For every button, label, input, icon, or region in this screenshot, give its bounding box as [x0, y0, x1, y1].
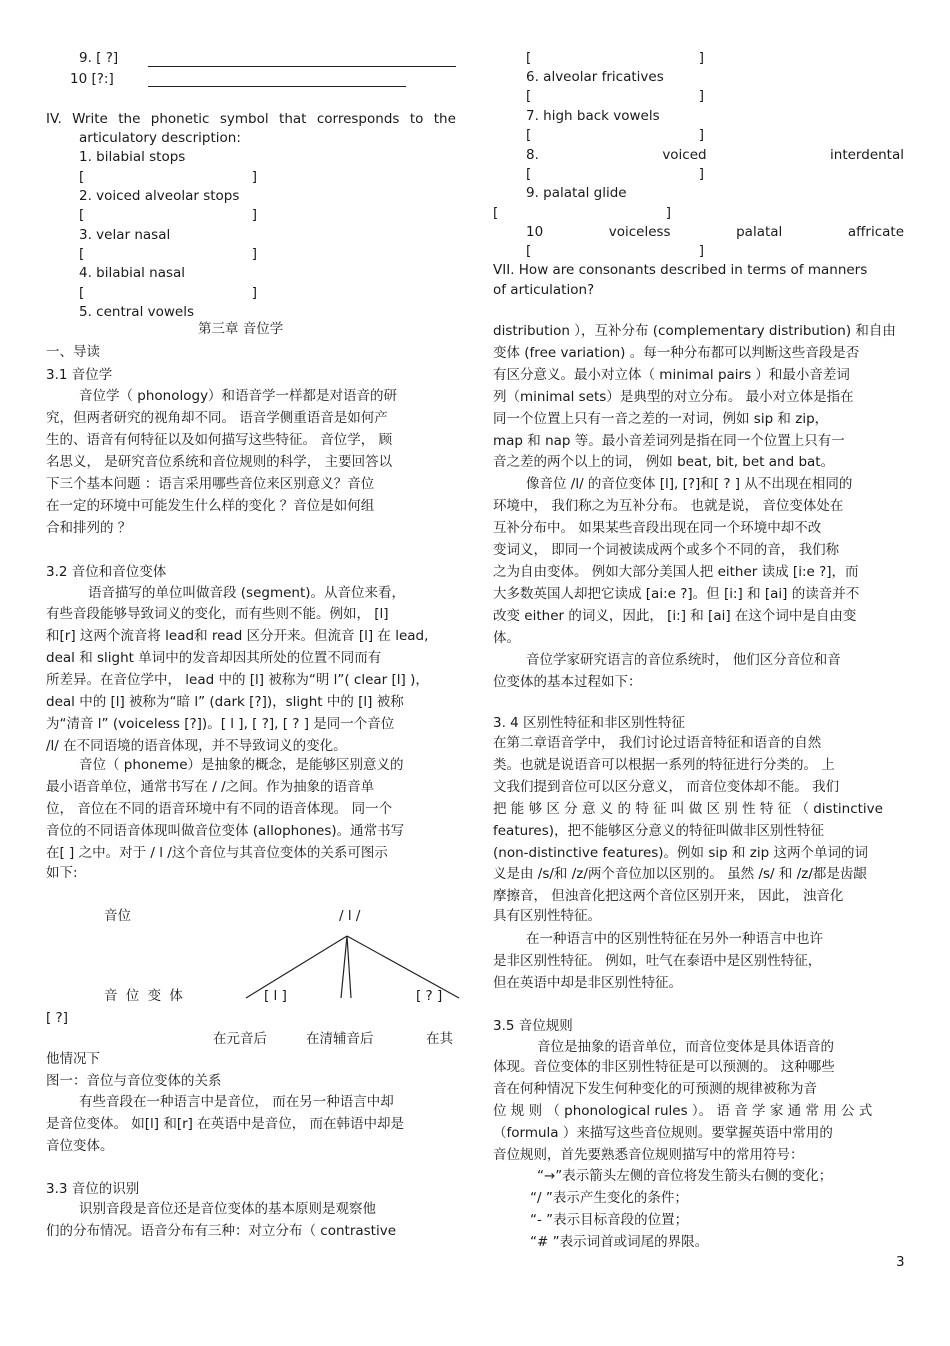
- paragraph-line: 是音位变体。 如[l] 和[r] 在英语中是音位， 而在韩语中却是: [46, 1116, 405, 1132]
- symbol-definition: “/ ”表示产生变化的条件；: [530, 1190, 688, 1206]
- paragraph-line: 音位学（ phonology）和语音学一样都是对语音的研: [79, 388, 398, 404]
- paragraph-line: 音位是抽象的语音单位，而音位变体是具体语音的: [537, 1039, 834, 1055]
- paragraph-line: 变体 (free variation) 。每一种分布都可以判断这些音段是否: [493, 345, 860, 361]
- exercise-item: 9. palatal glide: [526, 185, 627, 201]
- paragraph-line: 下三个基本问题 ：语言采用哪些音位来区别意义？音位: [46, 476, 375, 492]
- paragraph-line: (non-distinctive features)。例如 sip 和 zip 这两个单词的词: [493, 845, 868, 861]
- paragraph-line: 文我们提到音位可以区分意义， 而音位变体却不能。 我们: [493, 779, 840, 795]
- section-vii-heading: VII. How are consonants described in terms of manners: [493, 262, 868, 278]
- section-heading: 3.5 音位规则: [493, 1018, 573, 1034]
- paragraph-line: 生的、语音有何特征以及如何描写这些特征。 音位学， 顾: [46, 432, 393, 448]
- symbol-definition: “# ”表示词首或词尾的界限。: [530, 1234, 709, 1250]
- paragraph-line: deal 中的 [l] 被称为“暗 l” (dark [?])，slight 中的 [l] 被称: [46, 694, 404, 710]
- diagram-environment: 在其: [426, 1031, 453, 1047]
- paragraph-line: 具有区别性特征。: [493, 908, 601, 924]
- exercise-10: 10 [?:]: [70, 71, 114, 87]
- paragraph-line: 如下:: [46, 865, 78, 881]
- symbol-definition: “- ”表示目标音段的位置；: [530, 1212, 689, 1228]
- paragraph-line: 体。: [493, 630, 520, 646]
- exercise-item: 5. central vowels: [79, 304, 194, 320]
- paragraph-line: 列（minimal sets）是典型的对立分布。 最小对立体是指在: [493, 389, 854, 405]
- paragraph-line: 为“清音 l” (voiceless [?])。[ l ], [ ?], [ ? ] 是同一个音位: [46, 716, 395, 732]
- paragraph-line: 音位（ phoneme）是抽象的概念，是能够区别意义的: [79, 757, 404, 773]
- paragraph-line: 义是由 /s/和 /z/两个音位加以区别的。 虽然 /s/ 和 /z/都是齿龈: [493, 866, 867, 882]
- paragraph-line: 识别音段是音位还是音位变体的基本原则是观察他: [79, 1201, 376, 1217]
- diagram-environment: 他情况下: [46, 1051, 100, 1067]
- paragraph-line: 改变 either 的词义，因此， [i:] 和 [ai] 在这个词中是自由变: [493, 608, 857, 624]
- figure-caption: 图一：音位与音位变体的关系: [46, 1073, 222, 1089]
- paragraph-line: 有区分意义。最小对立体（ minimal pairs ）和最小音差词: [493, 367, 850, 383]
- paragraph-line: 在一种语言中的区别性特征在另外一种语言中也许: [526, 931, 823, 947]
- paragraph-line: 语音描写的单位叫做音段 (segment)。从音位来看，: [88, 585, 406, 601]
- paragraph-line: 所差异。在音位学中， lead 中的 [l] 被称为“明 l”( clear [l] )，: [46, 672, 429, 688]
- paragraph-line: 位变体的基本过程如下：: [493, 674, 642, 690]
- answer-bracket[interactable]: [ ]: [79, 207, 257, 223]
- diagram-allophone-label: 音 位 变 体: [104, 988, 185, 1004]
- symbol-definition: “→”表示箭头左侧的音位将发生箭头右侧的变化；: [537, 1168, 833, 1184]
- answer-bracket[interactable]: [ ]: [79, 285, 257, 301]
- paragraph-line: 们的分布情况。语音分布有三种：对立分布（ contrastive: [46, 1223, 397, 1239]
- paragraph-line: 最小语音单位，通常书写在 / /之间。作为抽象的语音单: [46, 779, 375, 795]
- paragraph-line: 音在何种情况下发生何种变化的可预测的规律被称为音: [493, 1081, 817, 1097]
- paragraph-line: deal 和 slight 单词中的发音却因其所处的位置不同而有: [46, 650, 382, 666]
- paragraph-line: 但在英语中却是非区别性特征。: [493, 975, 682, 991]
- paragraph-line: 名思义， 是研究音位系统和音位规则的科学， 主要回答以: [46, 454, 393, 470]
- section-iv-heading-cont: articulatory description:: [79, 130, 241, 146]
- answer-bracket[interactable]: [ ]: [526, 50, 704, 66]
- paragraph-line: /l/ 在不同语境的语音体现，并不导致词义的变化。: [46, 738, 347, 754]
- paragraph-line: 体现。音位变体的非区别性特征是可以预测的。 这种哪些: [493, 1059, 835, 1075]
- paragraph-line: 类。也就是说语音可以根据一系列的特征进行分类的。 上: [493, 757, 835, 773]
- paragraph-line: 合和排列的 ？: [46, 520, 132, 536]
- paragraph-line: 环境中， 我们称之为互补分布。 也就是说， 音位变体处在: [493, 498, 844, 514]
- paragraph-line: 究，但两者研究的视角却不同。 语音学侧重语音是如何产: [46, 410, 388, 426]
- section-heading: 3.3 音位的识别: [46, 1181, 140, 1197]
- paragraph-line: features)，把不能够区分意义的特征叫做非区别性特征: [493, 823, 825, 839]
- exercise-item: 1. bilabial stops: [79, 149, 186, 165]
- paragraph-line: 同一个位置上只有一音之差的一对词，例如 sip 和 zip，: [493, 411, 829, 427]
- paragraph-line: 在第二章语音学中， 我们讨论过语音特征和语音的自然: [493, 735, 822, 751]
- answer-bracket[interactable]: [ ]: [493, 205, 671, 221]
- paragraph-line: 音位的不同语音体现叫做音位变体 (allophones)。通常书写: [46, 823, 405, 839]
- paragraph-line: 在[ ] 之中。对于 / l /这个音位与其音位变体的关系可图示: [46, 845, 388, 861]
- answer-bracket[interactable]: [ ]: [526, 88, 704, 104]
- paragraph-line: distribution ），互补分布 (complementary distribution) 和自由: [493, 323, 896, 339]
- exercise-item: 3. velar nasal: [79, 227, 171, 243]
- paragraph-line: 互补分布中。 如果某些音段出现在同一个环境中却不改: [493, 520, 822, 536]
- section-heading: 3.1 音位学: [46, 367, 113, 383]
- paragraph-line: 位 规 则 （ phonological rules ）。 语 音 学 家 通 常 用 公 式: [493, 1103, 873, 1119]
- paragraph-line: 在一定的环境中可能发生什么样的变化 ？音位是如何组: [46, 498, 375, 514]
- paragraph-line: map 和 nap 等。最小音差词列是指在同一个位置上只有一: [493, 433, 845, 449]
- diagram-allophone: [ ? ]: [416, 988, 443, 1004]
- paragraph-line: 音位学家研究语言的音位系统时， 他们区分音位和音: [526, 652, 841, 668]
- paragraph-line: 有些音段能够导致词义的变化，而有些则不能。例如， [l]: [46, 606, 389, 622]
- diagram-phoneme-label: 音位: [104, 908, 131, 924]
- paragraph-line: 像音位 /l/ 的音位变体 [l], [?]和[ ? ] 从不出现在相同的: [526, 476, 853, 492]
- answer-bracket[interactable]: [ ]: [526, 243, 704, 259]
- exercise-item: 8. voiced interdental: [526, 147, 904, 163]
- section-heading: 一、导读: [46, 344, 100, 360]
- answer-bracket[interactable]: [ ]: [526, 166, 704, 182]
- paragraph-line: 和[r] 这两个流音将 lead和 read 区分开来。但流音 [l] 在 lead,: [46, 628, 429, 644]
- paragraph-line: 摩擦音， 但浊音化把这两个音位区别开来， 因此， 浊音化: [493, 888, 844, 904]
- answer-bracket[interactable]: [ ]: [526, 127, 704, 143]
- exercise-item: 4. bilabial nasal: [79, 265, 186, 281]
- section-vii-heading-cont: of articulation?: [493, 282, 595, 298]
- diagram-environment: 在元音后: [213, 1031, 267, 1047]
- exercise-item: 7. high back vowels: [526, 108, 660, 124]
- page-number: 3: [896, 1254, 905, 1270]
- paragraph-line: 音之差的两个以上的词， 例如 beat, bit, bet and bat。: [493, 454, 835, 470]
- paragraph-line: 把 能 够 区 分 意 义 的 特 征 叫 做 区 别 性 特 征 （ distinctive: [493, 801, 883, 817]
- exercise-item: 2. voiced alveolar stops: [79, 188, 240, 204]
- section-heading: 3.2 音位和音位变体: [46, 564, 167, 580]
- paragraph-line: 位， 音位在不同的语音环境中有不同的语音体现。 同一个: [46, 801, 393, 817]
- diagram-allophone: [ l ]: [264, 988, 287, 1004]
- paragraph-line: 音位规则，首先要熟悉音位规则描写中的常用符号：: [493, 1147, 804, 1163]
- paragraph-line: 是非区别性特征。 例如，吐气在泰语中是区别性特征，: [493, 953, 822, 969]
- diagram-phoneme: / l /: [339, 908, 361, 924]
- paragraph-line: 变词义， 即同一个词被读成两个或多个不同的音， 我们称: [493, 542, 840, 558]
- paragraph-line: 音位变体。: [46, 1138, 114, 1154]
- exercise-item: 6. alveolar fricatives: [526, 69, 664, 85]
- section-heading: 3. 4 区别性特征和非区别性特征: [493, 715, 686, 731]
- answer-bracket[interactable]: [ ]: [79, 246, 257, 262]
- paragraph-line: 之为自由变体。 例如大部分美国人把 either 读成 [i:e ?]，而: [493, 564, 859, 580]
- paragraph-line: （formula ）来描写这些音位规则。要掌握英语中常用的: [493, 1125, 833, 1141]
- chapter-title: 第三章 音位学: [198, 321, 284, 337]
- paragraph-line: 有些音段在一种语言中是音位， 而在另一种语言中却: [79, 1094, 394, 1110]
- paragraph-line: 大多数英国人却把它读成 [ai:e ?]。但 [i:] 和 [ai] 的读音并不: [493, 586, 860, 602]
- diagram-environment: 在清辅音后: [306, 1031, 374, 1047]
- diagram-allophone: [ ?]: [46, 1010, 68, 1026]
- exercise-item: 10 voiceless palatal affricate: [526, 224, 904, 240]
- section-iv-heading: IV. Write the phonetic symbol that corresponds to the: [46, 111, 456, 127]
- answer-bracket[interactable]: [ ]: [79, 169, 257, 185]
- exercise-9: 9. [ ?]: [79, 50, 119, 66]
